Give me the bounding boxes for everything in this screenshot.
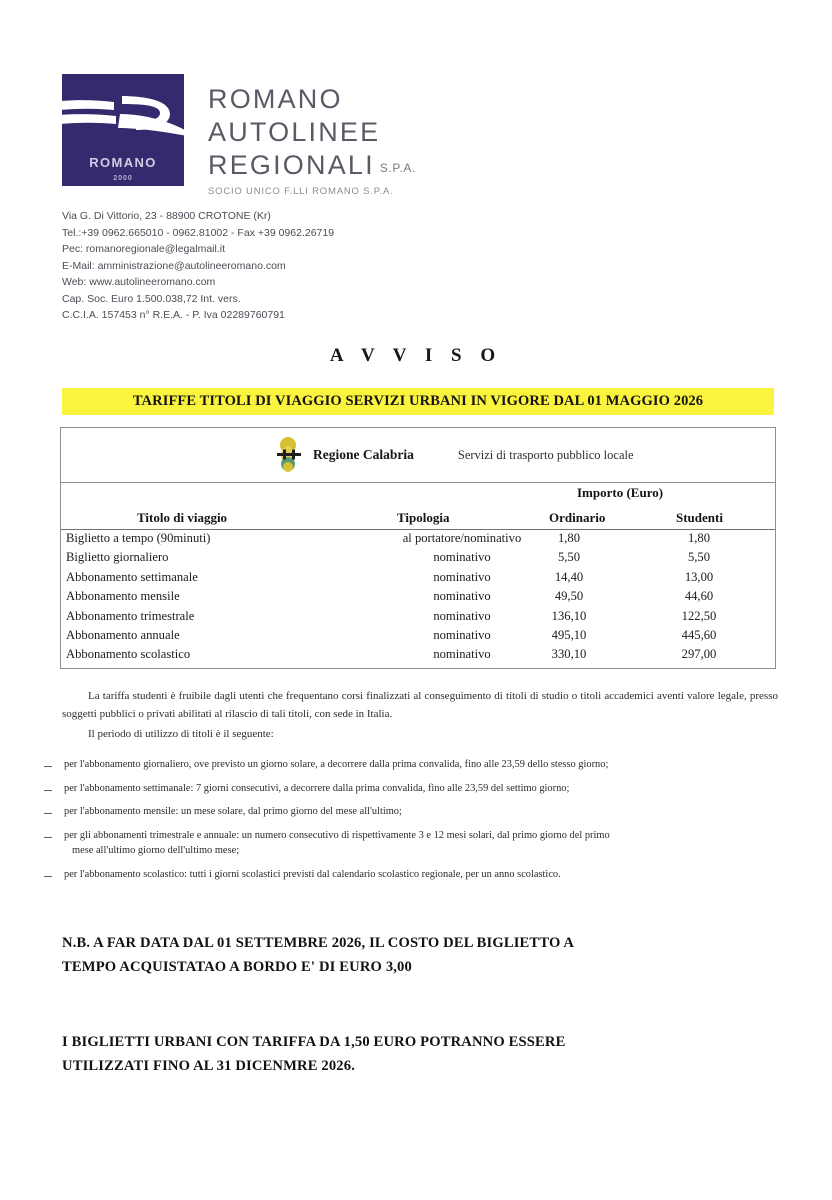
letterhead xyxy=(62,74,416,197)
table-row xyxy=(61,646,775,665)
cell-tipologia: nominativo xyxy=(433,627,491,642)
cell-titolo: Abbonamento mensile xyxy=(66,589,180,604)
cell-ordinario: 14,40 xyxy=(554,569,584,584)
column-header-ordinario: Ordinario xyxy=(549,510,606,525)
contact-web: Web: www.autolineeromano.com xyxy=(62,276,216,289)
cell-titolo: Biglietto giornaliero xyxy=(66,550,169,565)
list-item-text: per l'abbonamento scolastico: tutti i giorni scolastici previsti dal calendario scolastico regionale, per un anno scolastico. xyxy=(64,869,561,881)
bullet-dash-icon xyxy=(44,813,52,814)
cell-tipologia: nominativo xyxy=(433,589,491,604)
cell-titolo: Abbonamento scolastico xyxy=(66,647,191,662)
brand-line-2: AUTOLINEE xyxy=(208,117,381,148)
regione-calabria-emblem-icon xyxy=(273,436,303,474)
bullet-dash-icon xyxy=(44,766,52,767)
cell-titolo: Abbonamento annuale xyxy=(66,627,180,642)
fare-table xyxy=(60,427,776,669)
brand-line-1: ROMANO xyxy=(208,84,343,114)
table-row xyxy=(61,530,775,549)
notes-block xyxy=(62,688,778,745)
contact-capital: Cap. Soc. Euro 1.500.038,72 Int. vers. xyxy=(62,292,241,305)
column-header-tipologia: Tipologia xyxy=(397,510,450,525)
cell-tipologia: nominativo xyxy=(433,550,491,565)
cell-studenti: 44,60 xyxy=(684,589,714,604)
page-title: A V V I S O xyxy=(329,345,503,366)
logo-badge-name: ROMANO xyxy=(89,155,157,170)
list-item-text: per l'abbonamento settimanale: 7 giorni consecutivi, a decorrere dalla prima convalida, fino alle 23,59 del settimo giorno; xyxy=(64,782,570,794)
cell-studenti: 122,50 xyxy=(681,608,717,623)
cell-ordinario: 330,10 xyxy=(551,647,587,662)
note-paragraph-1: La tariffa studenti è fruibile dagli utenti che frequentano corsi finalizzati al conseguimento di titoli di studio o titoli accademici aventi valore legale, presso soggetti pubblici o privati abilitati al rilascio di tali titoli, con sede in Italia. xyxy=(62,690,778,720)
bullet-dash-icon xyxy=(44,790,52,791)
brand-block xyxy=(208,74,416,197)
list-item xyxy=(40,828,788,859)
cell-ordinario: 136,10 xyxy=(551,608,587,623)
table-row xyxy=(61,608,775,627)
list-item-text: per l'abbonamento mensile: un mese solare, dal primo giorno del mese all'ultimo; xyxy=(64,806,402,818)
column-header-studenti: Studenti xyxy=(676,510,723,525)
usage-period-bullets xyxy=(40,757,788,891)
cell-ordinario: 495,10 xyxy=(551,627,587,642)
romano-logo-badge xyxy=(62,74,184,186)
column-header-titolo: Titolo di viaggio xyxy=(137,510,228,525)
column-header-importo: Importo (Euro) xyxy=(577,485,664,500)
contact-phone: Tel.:+39 0962.665010 - 0962.81002 - Fax +39 0962.26719 xyxy=(62,226,335,239)
tariff-banner xyxy=(62,388,774,415)
contact-block xyxy=(62,208,334,324)
cell-studenti: 5,50 xyxy=(687,550,711,565)
urban-ticket-notice xyxy=(62,1031,778,1078)
cell-titolo: Abbonamento settimanale xyxy=(66,569,198,584)
list-item-text: per l'abbonamento giornaliero, ove previsto un giorno solare, a decorrere dalla prima convalida, fino alle 23,59 dello stesso giorno; xyxy=(64,759,609,770)
list-item-text-cont: mese all'ultimo giorno dell'ultimo mese; xyxy=(72,845,240,857)
cell-studenti: 445,60 xyxy=(681,627,717,642)
note-paragraph-2: Il periodo di utilizzo di titoli è il seguente: xyxy=(88,727,274,740)
fare-table-region-row xyxy=(61,428,775,483)
contact-address: Via G. Di Vittorio, 23 - 88900 CROTONE (Kr) xyxy=(62,210,271,222)
fare-table-header-row xyxy=(61,483,775,530)
table-row xyxy=(61,627,775,646)
cell-studenti: 297,00 xyxy=(681,647,717,662)
nb-notice xyxy=(62,932,778,979)
cell-tipologia: nominativo xyxy=(433,608,491,623)
table-row xyxy=(61,569,775,588)
nb-notice-line-1: N.B. A FAR DATA DAL 01 SETTEMBRE 2026, IL COSTO DEL BIGLIETTO A xyxy=(62,935,575,951)
list-item xyxy=(40,781,788,797)
cell-studenti: 1,80 xyxy=(687,531,711,545)
cell-tipologia: nominativo xyxy=(433,647,491,662)
cell-ordinario: 5,50 xyxy=(557,550,581,565)
nb-notice-line-2: TEMPO ACQUISTATAO A BORDO E' DI EURO 3,00 xyxy=(62,958,412,975)
cell-titolo: Abbonamento trimestrale xyxy=(66,608,195,623)
regione-calabria-label: Regione Calabria xyxy=(313,447,414,462)
cell-titolo: Biglietto a tempo (90minuti) xyxy=(66,531,211,545)
bullet-dash-icon xyxy=(44,837,52,838)
fare-table-body xyxy=(61,530,775,668)
bullet-dash-icon xyxy=(44,876,52,877)
list-item xyxy=(40,804,788,820)
table-row xyxy=(61,588,775,607)
brand-line-3 xyxy=(208,149,416,182)
brand-line-3-text: REGIONALI xyxy=(208,150,375,181)
contact-pec: Pec: romanoregionale@legalmail.it xyxy=(62,243,225,256)
list-item xyxy=(40,867,788,883)
urban-ticket-notice-line-1: I BIGLIETTI URBANI CON TARIFFA DA 1,50 EURO POTRANNO ESSERE xyxy=(62,1034,566,1050)
brand-spa-suffix: S.P.A. xyxy=(379,161,416,176)
contact-registry: C.C.I.A. 157453 n° R.E.A. - P. Iva 02289760791 xyxy=(62,309,285,322)
urban-ticket-notice-line-2: UTILIZZATI FINO AL 31 DICENMRE 2026. xyxy=(62,1057,355,1074)
list-item-text: per gli abbonamenti trimestrale e annuale: un numero consecutivo di rispettivamente 3 e 12 mesi solari, dal primo giorno del primo xyxy=(64,829,610,841)
cell-ordinario: 49,50 xyxy=(554,589,584,604)
cell-ordinario: 1,80 xyxy=(557,531,581,545)
logo-badge-year: 2000 xyxy=(113,175,133,182)
list-item xyxy=(40,757,788,773)
wing-emblem-icon xyxy=(62,92,184,148)
tariff-banner-text: TARIFFE TITOLI DI VIAGGIO SERVIZI URBANI IN VIGORE DAL 01 MAGGIO 2026 xyxy=(132,393,704,409)
cell-tipologia: nominativo xyxy=(433,569,491,584)
cell-tipologia: al portatore/nominativo xyxy=(402,531,522,545)
cell-studenti: 13,00 xyxy=(684,569,714,584)
regione-service-label: Servizi di trasporto pubblico locale xyxy=(457,447,634,462)
brand-subtitle: SOCIO UNICO F.LLI ROMANO S.P.A. xyxy=(208,185,394,197)
table-row xyxy=(61,549,775,568)
contact-email: E-Mail: amministrazione@autolineeromano.com xyxy=(62,259,286,272)
